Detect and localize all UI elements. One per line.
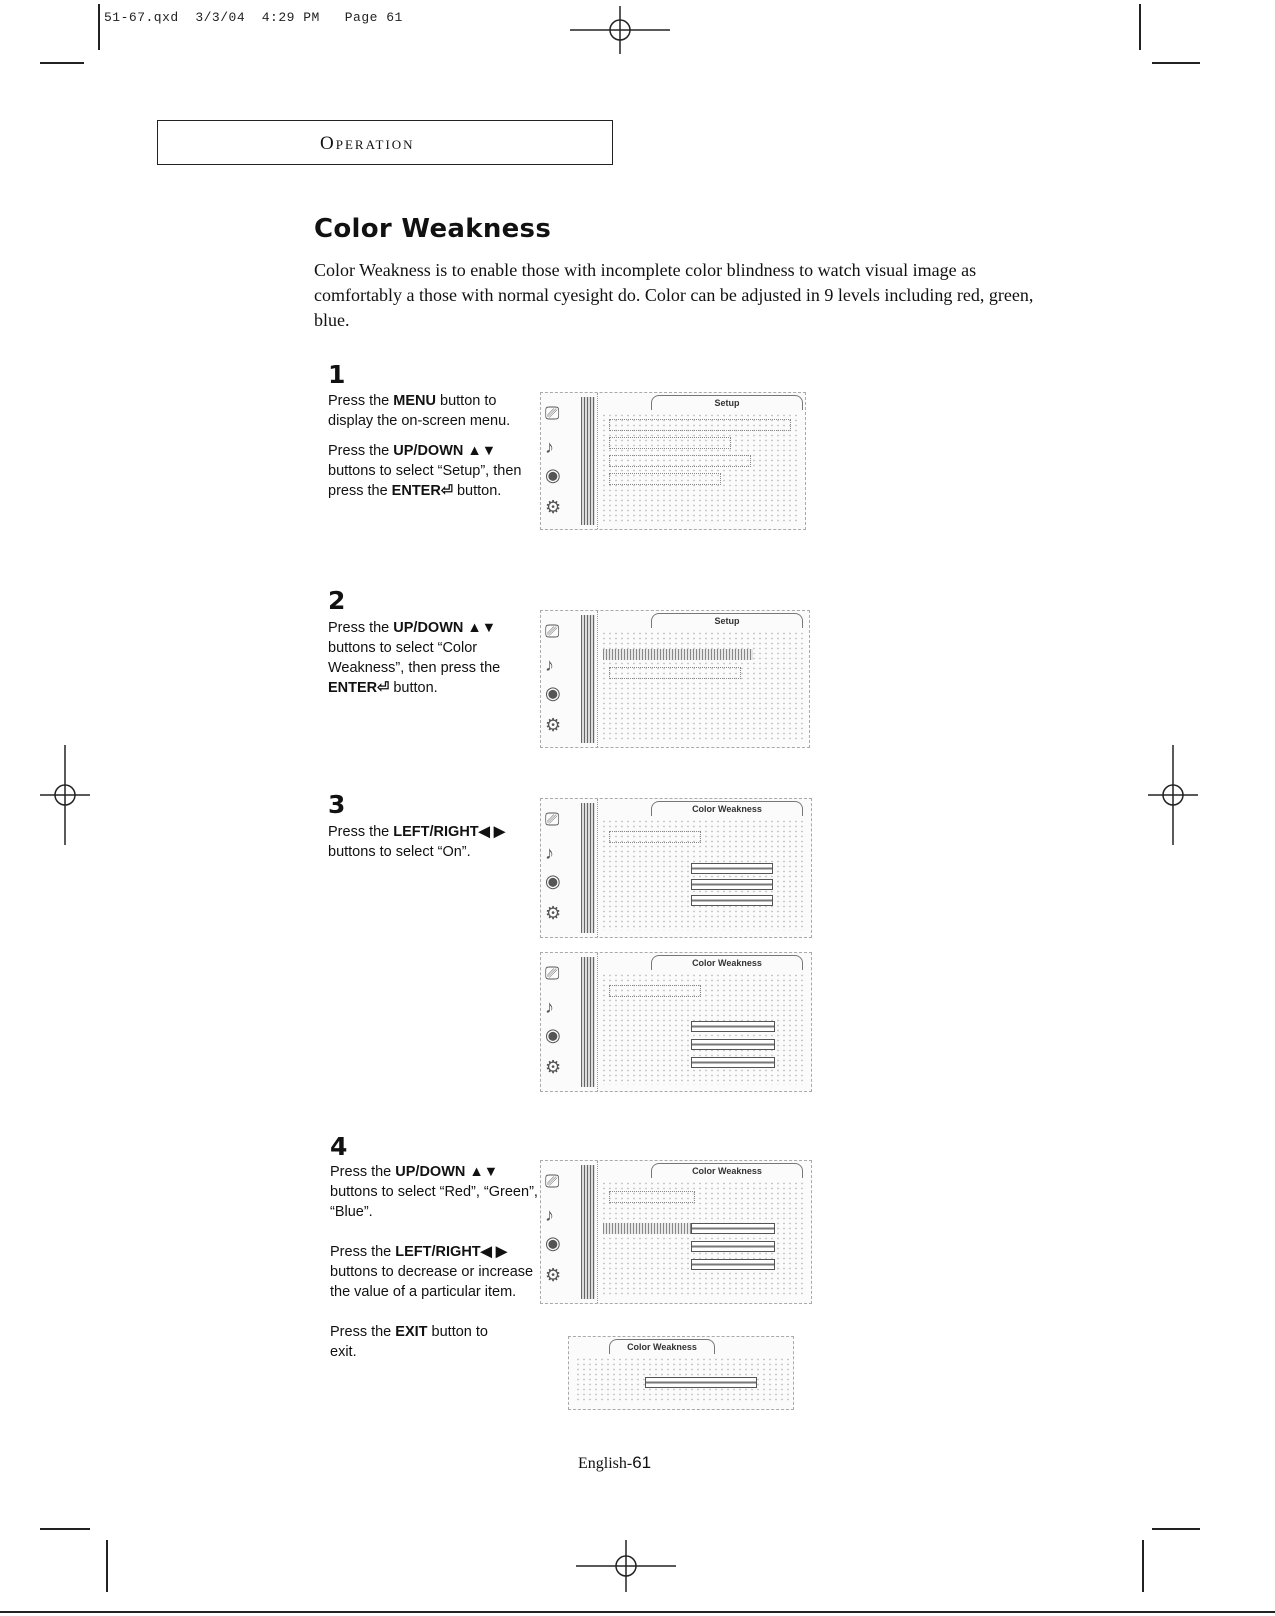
channel-icon: ◉ [545,465,561,485]
registration-mark-left [40,745,90,845]
menu-sidebar [541,953,598,1091]
channel-icon: ◉ [545,683,561,703]
menu-sidebar [541,611,598,747]
menu-title: Setup [651,395,803,410]
speaker-icon: ♪ [545,655,554,675]
menu-screen-color-weakness-single [568,1336,794,1410]
menu-sidebar [541,799,598,937]
crop-mark [98,4,100,50]
menu-screen-color-weakness-adjust [540,1160,812,1304]
step-paragraph: Press the MENU button to display the on-screen menu. [328,393,511,429]
menu-title: Setup [651,613,803,628]
setup-icon: ⚙ [545,497,562,517]
step-paragraph: Press the EXIT button to exit. [330,1324,488,1360]
crop-mark [40,62,84,64]
menu-title: Color Weakness [651,1163,803,1178]
registration-mark-bottom [576,1540,676,1592]
step-number: 2 [328,586,346,615]
tv-icon: ⎚ [545,809,560,829]
registration-mark-right [1148,745,1198,845]
step-number: 4 [330,1132,348,1161]
tv-icon: ⎚ [545,963,560,983]
crop-mark [1152,1528,1200,1530]
printer-slug: 51-67.qxd 3/3/04 4:29 PM Page 61 [104,10,403,25]
step-4-text [330,1162,540,1362]
speaker-icon: ♪ [545,997,554,1017]
menu-screen-setup-color-weakness [540,610,810,748]
tv-icon: ⎚ [545,403,560,423]
setup-icon: ⚙ [545,715,562,735]
setup-icon: ⚙ [545,1057,562,1077]
crop-mark [106,1540,108,1592]
intro-paragraph: Color Weakness is to enable those with incomplete color blindness to watch visual image as comfortably a those with normal cyesight do. Color can be adjusted in 9 levels including red, green, blue. [314,260,1034,330]
step-paragraph: Press the UP/DOWN ▲▼ buttons to select “Setup”, then press the ENTER⏎ button. [328,443,522,499]
channel-icon: ◉ [545,1025,561,1045]
speaker-icon: ♪ [545,1205,554,1225]
menu-title: Color Weakness [651,801,803,816]
crop-mark [1139,4,1141,50]
menu-sidebar [541,1161,598,1303]
menu-title: Color Weakness [651,955,803,970]
speaker-icon: ♪ [545,843,554,863]
page-footer [578,1453,651,1473]
setup-icon: ⚙ [545,903,562,923]
step-paragraph: Press the LEFT/RIGHT◀ ▶ buttons to select “On”. [328,824,505,860]
speaker-icon: ♪ [545,437,554,457]
step-paragraph: Press the UP/DOWN ▲▼ buttons to select “Red”, “Green”, “Blue”. [330,1164,538,1220]
crop-mark [1142,1540,1144,1592]
channel-icon: ◉ [545,1233,561,1253]
menu-title: Color Weakness [609,1339,715,1354]
crop-mark [1152,62,1200,64]
menu-sidebar [541,393,598,529]
menu-screen-setup [540,392,806,530]
step-number: 1 [328,360,346,389]
setup-icon: ⚙ [545,1265,562,1285]
footer-prefix: English- [578,1455,633,1472]
step-paragraph: Press the LEFT/RIGHT◀ ▶ buttons to decrease or increase the value of a particular item. [330,1244,534,1300]
crop-mark [40,1528,90,1530]
step-number: 3 [328,790,346,819]
section-header-title: Operation [320,133,415,154]
step-paragraph: Press the UP/DOWN ▲▼ buttons to select “Color Weakness”, then press the ENTER⏎ button. [328,620,501,696]
page-number: 61 [632,1453,652,1472]
bottom-rule [0,1611,1275,1613]
tv-icon: ⎚ [545,621,560,641]
step-2-text [328,618,538,698]
page-heading: Color Weakness [314,214,552,244]
step-1-text [328,391,538,501]
tv-icon: ⎚ [545,1171,560,1191]
step-3-text [328,822,538,862]
menu-screen-color-weakness-off [540,798,812,938]
menu-screen-color-weakness-on [540,952,812,1092]
channel-icon: ◉ [545,871,561,891]
registration-mark-top [570,6,670,54]
